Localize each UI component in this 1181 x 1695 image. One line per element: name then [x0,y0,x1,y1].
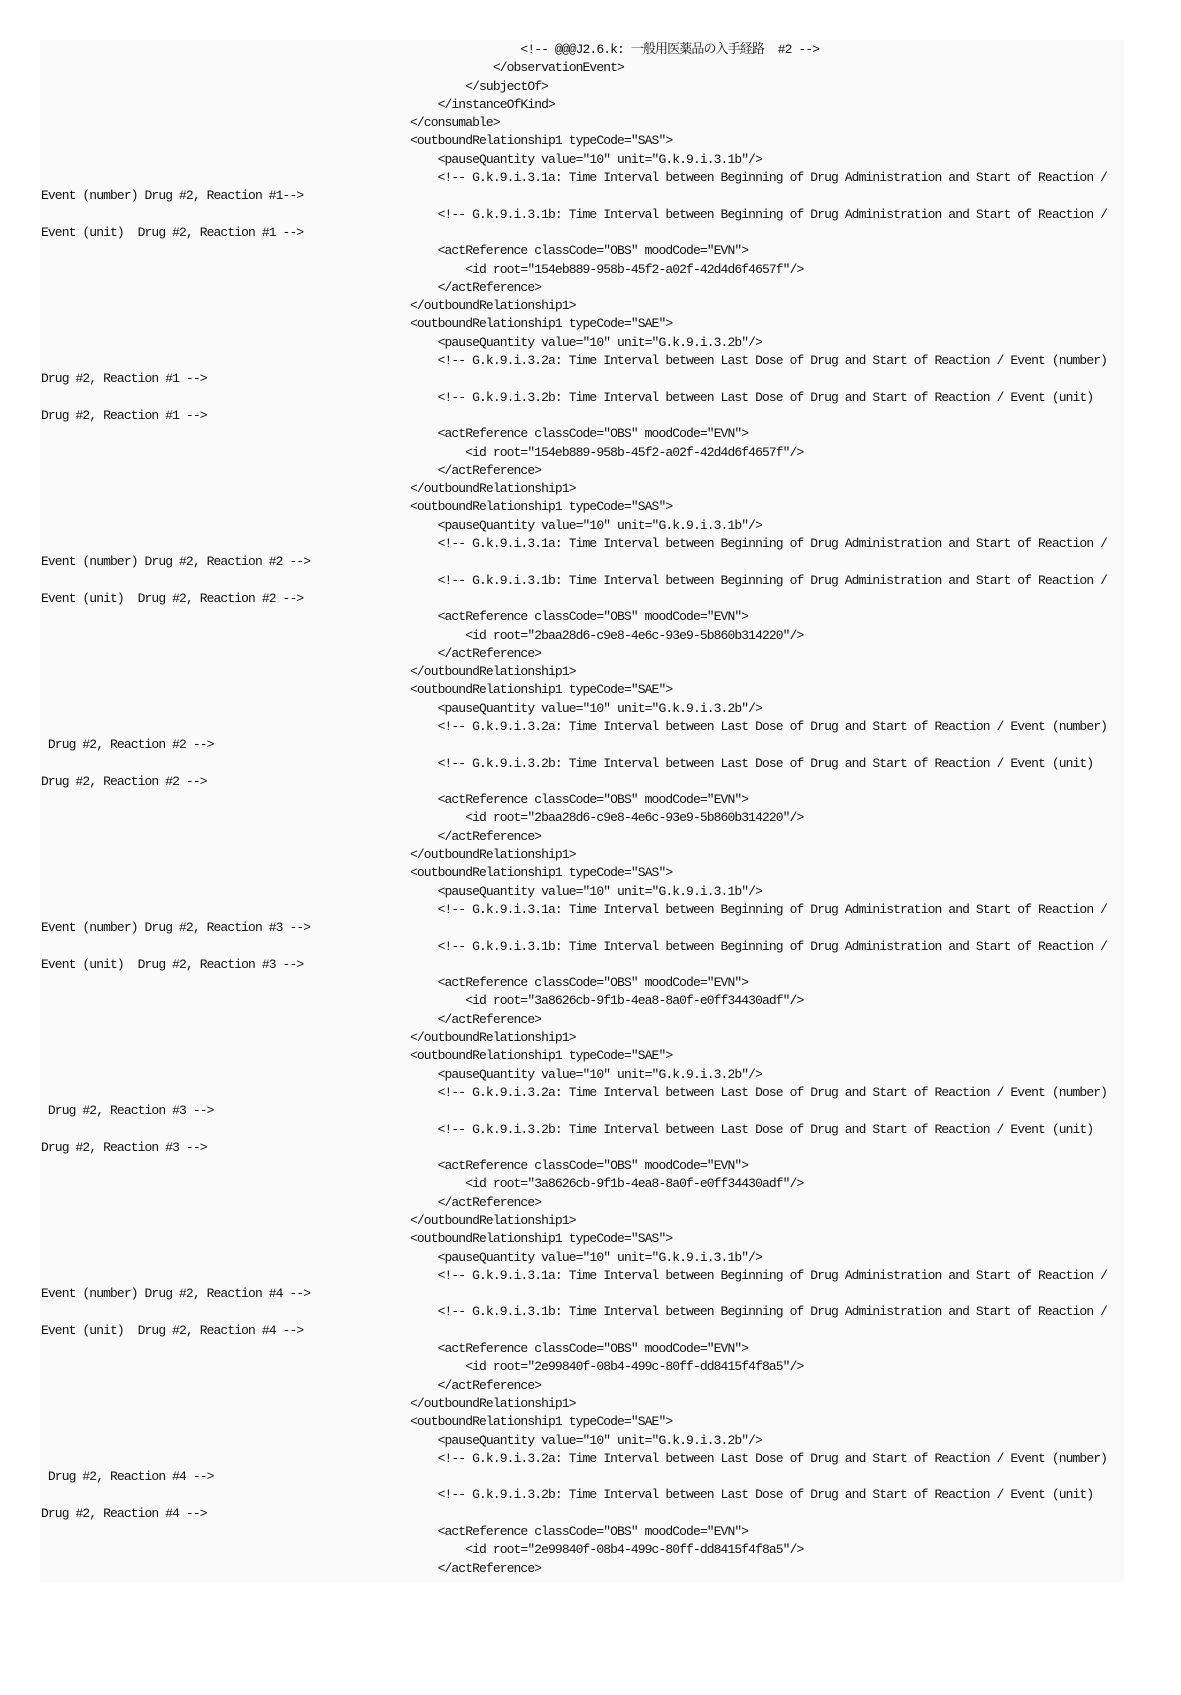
xml-code-text: <pauseQuantity value="10" unit="G.k.9.i.3.1b"/> [410,883,762,899]
source-line [0,992,1181,1010]
source-line [0,901,1181,919]
xml-code-text: <pauseQuantity value="10" unit="G.k.9.i.3.2b"/> [410,700,762,716]
source-line [0,809,1181,827]
wrapped-comment-text: Drug #2, Reaction #4 --> [41,1505,207,1521]
source-line [0,59,1181,77]
source-line [0,1523,1181,1541]
source-line [0,1468,1181,1486]
xml-code-text: <actReference classCode="OBS" moodCode="EVN"> [410,792,749,808]
source-line [0,352,1181,370]
xml-code-text: </actReference> [410,1377,542,1393]
wrapped-comment-text: Event (number) Drug #2, Reaction #3 --> [41,920,311,936]
source-line [0,755,1181,773]
xml-code-text: </outboundRelationship1> [410,1030,576,1046]
source-line [0,1267,1181,1285]
source-line [0,645,1181,663]
xml-code-text: <outboundRelationship1 typeCode="SAE"> [410,682,673,698]
wrapped-comment-text: Drug #2, Reaction #1 --> [41,407,207,423]
xml-code-text: <outboundRelationship1 typeCode="SAS"> [410,865,673,881]
xml-code-text: </actReference> [410,645,542,661]
source-line [0,1194,1181,1212]
source-line [0,1029,1181,1047]
source-line [0,627,1181,645]
xml-code-text: <outboundRelationship1 typeCode="SAS"> [410,1231,673,1247]
source-line [0,1340,1181,1358]
source-line [0,1303,1181,1321]
xml-code-text: <id root="154eb889-958b-45f2-a02f-42d4d6f4657f"/> [410,261,804,277]
source-line [0,1047,1181,1065]
source-line [0,1249,1181,1267]
xml-code-text: </actReference> [410,1194,542,1210]
xml-code-text: <actReference classCode="OBS" moodCode="EVN"> [410,1524,749,1540]
source-line [0,261,1181,279]
xml-code-text: <!-- G.k.9.i.3.2a: Time Interval between Last Dose of Drug and Start of Reaction / Event (number) [410,353,1108,369]
source-line [0,1541,1181,1559]
source-line [0,1432,1181,1450]
source-line [0,279,1181,297]
wrapped-comment-text: Event (unit) Drug #2, Reaction #1 --> [41,224,304,240]
xml-code-text: <pauseQuantity value="10" unit="G.k.9.i.3.2b"/> [410,334,762,350]
source-line [0,1175,1181,1193]
source-line [0,1139,1181,1157]
source-line [0,1212,1181,1230]
xml-code-text: <pauseQuantity value="10" unit="G.k.9.i.3.1b"/> [410,1249,762,1265]
source-line [0,956,1181,974]
source-line [0,1505,1181,1523]
xml-code-text: <actReference classCode="OBS" moodCode="EVN"> [410,1341,749,1357]
xml-code-text: <!-- G.k.9.i.3.1b: Time Interval between Beginning of Drug Administration and Start of Reaction / [410,572,1108,588]
source-line [0,1560,1181,1578]
source-line [0,553,1181,571]
xml-code-text: <!-- G.k.9.i.3.1a: Time Interval between Beginning of Drug Administration and Start of Reaction / [410,536,1108,552]
source-line [0,1011,1181,1029]
source-line [0,828,1181,846]
source-line [0,1084,1181,1102]
source-line [0,864,1181,882]
xml-code-text: <!-- G.k.9.i.3.1b: Time Interval between Beginning of Drug Administration and Start of Reaction / [410,938,1108,954]
xml-code-text: <pauseQuantity value="10" unit="G.k.9.i.3.1b"/> [410,151,762,167]
source-line [0,572,1181,590]
xml-code-text: <!-- G.k.9.i.3.1a: Time Interval between Beginning of Drug Administration and Start of Reaction / [410,170,1108,186]
source-line [0,389,1181,407]
source-line [0,773,1181,791]
wrapped-comment-text: Event (unit) Drug #2, Reaction #3 --> [41,956,304,972]
xml-code-text: </outboundRelationship1> [410,481,576,497]
xml-code-text: <!-- G.k.9.i.3.2a: Time Interval between Last Dose of Drug and Start of Reaction / Event (number) [410,718,1108,734]
wrapped-comment-text: Drug #2, Reaction #3 --> [41,1103,214,1119]
source-line [0,1102,1181,1120]
source-line [0,535,1181,553]
source-line [0,425,1181,443]
xml-code-text: <!-- G.k.9.i.3.1a: Time Interval between Beginning of Drug Administration and Start of Reaction / [410,1267,1108,1283]
source-line [0,41,1181,59]
source-line [0,718,1181,736]
source-line [0,791,1181,809]
source-line [0,590,1181,608]
source-line [0,206,1181,224]
xml-code-text: </subjectOf> [410,78,549,94]
xml-code-text: <pauseQuantity value="10" unit="G.k.9.i.3.2b"/> [410,1432,762,1448]
xml-code-text: <!-- G.k.9.i.3.1b: Time Interval between Beginning of Drug Administration and Start of Reaction / [410,206,1108,222]
source-line [0,681,1181,699]
source-line [0,846,1181,864]
xml-code-text: <id root="3a8626cb-9f1b-4ea8-8a0f-e0ff34430adf"/> [410,993,804,1009]
source-line [0,297,1181,315]
source-line [0,151,1181,169]
xml-code-text: </consumable> [410,115,500,131]
source-line [0,736,1181,754]
source-line [0,1285,1181,1303]
source-line [0,498,1181,516]
source-line [0,370,1181,388]
xml-code-text: </actReference> [410,828,542,844]
xml-code-text: </actReference> [410,279,542,295]
xml-code-text: </instanceOfKind> [410,96,555,112]
xml-code-text: <!-- G.k.9.i.3.2a: Time Interval between Last Dose of Drug and Start of Reaction / Event (number) [410,1450,1108,1466]
xml-code-text: </outboundRelationship1> [410,1213,576,1228]
xml-code-text: <!-- G.k.9.i.3.1a: Time Interval between Beginning of Drug Administration and Start of Reaction / [410,901,1108,917]
xml-code-text: <!-- G.k.9.i.3.2b: Time Interval between Last Dose of Drug and Start of Reaction / Event (unit) [410,1487,1094,1503]
source-line [0,1377,1181,1395]
xml-code-text: <actReference classCode="OBS" moodCode="EVN"> [410,609,749,625]
wrapped-comment-text: Drug #2, Reaction #1 --> [41,371,207,387]
xml-code-text: <!-- @@@J2.6.k: 一般用医薬品の入手経路 #2 --> [410,42,820,57]
source-line [0,1413,1181,1431]
xml-code-text: <outboundRelationship1 typeCode="SAS"> [410,133,673,149]
source-line [0,700,1181,718]
xml-code-text: <!-- G.k.9.i.3.2b: Time Interval between Last Dose of Drug and Start of Reaction / Event (unit) [410,1121,1094,1137]
xml-code-text: <id root="3a8626cb-9f1b-4ea8-8a0f-e0ff34430adf"/> [410,1176,804,1192]
xml-source-listing [0,41,1181,1578]
wrapped-comment-text: Event (number) Drug #2, Reaction #2 --> [41,554,311,570]
xml-code-text: <actReference classCode="OBS" moodCode="EVN"> [410,1158,749,1174]
wrapped-comment-text: Drug #2, Reaction #2 --> [41,773,207,789]
xml-code-text: <outboundRelationship1 typeCode="SAE"> [410,1414,673,1430]
xml-code-text: </actReference> [410,1560,542,1576]
xml-code-text: <id root="2e99840f-08b4-499c-80ff-dd8415f4f8a5"/> [410,1542,804,1558]
xml-code-text: <id root="154eb889-958b-45f2-a02f-42d4d6f4657f"/> [410,444,804,460]
source-line [0,883,1181,901]
wrapped-comment-text: Drug #2, Reaction #4 --> [41,1469,214,1485]
xml-code-text: <!-- G.k.9.i.3.2b: Time Interval between Last Dose of Drug and Start of Reaction / Event (unit) [410,755,1094,771]
source-line [0,1358,1181,1376]
wrapped-comment-text: Event (number) Drug #2, Reaction #4 --> [41,1286,311,1302]
source-line [0,407,1181,425]
source-line [0,1066,1181,1084]
wrapped-comment-text: Event (unit) Drug #2, Reaction #2 --> [41,590,304,606]
xml-code-text: </outboundRelationship1> [410,847,576,863]
source-line [0,938,1181,956]
xml-code-text: <!-- G.k.9.i.3.1b: Time Interval between Beginning of Drug Administration and Start of Reaction / [410,1304,1108,1320]
source-line [0,1486,1181,1504]
xml-code-text: </outboundRelationship1> [410,1395,576,1411]
xml-code-text: <outboundRelationship1 typeCode="SAE"> [410,316,673,332]
source-line [0,96,1181,114]
source-line [0,1230,1181,1248]
source-line [0,517,1181,535]
wrapped-comment-text: Drug #2, Reaction #2 --> [41,737,214,753]
source-line [0,444,1181,462]
xml-code-text: </observationEvent> [410,60,624,76]
xml-code-text: <id root="2e99840f-08b4-499c-80ff-dd8415f4f8a5"/> [410,1359,804,1375]
xml-code-text: </outboundRelationship1> [410,664,576,680]
xml-code-text: <actReference classCode="OBS" moodCode="EVN"> [410,243,749,259]
source-line [0,224,1181,242]
source-line [0,78,1181,96]
source-line [0,1395,1181,1413]
source-line [0,919,1181,937]
wrapped-comment-text: Event (number) Drug #2, Reaction #1--> [41,188,304,204]
source-line [0,608,1181,626]
source-line [0,169,1181,187]
xml-code-text: <!-- G.k.9.i.3.2b: Time Interval between Last Dose of Drug and Start of Reaction / Event (unit) [410,389,1094,405]
xml-code-text: </outboundRelationship1> [410,298,576,314]
xml-code-text: <outboundRelationship1 typeCode="SAE"> [410,1048,673,1064]
xml-code-text: <actReference classCode="OBS" moodCode="EVN"> [410,975,749,991]
xml-code-text: </actReference> [410,462,542,478]
source-line [0,334,1181,352]
source-line [0,315,1181,333]
xml-code-text: <!-- G.k.9.i.3.2a: Time Interval between Last Dose of Drug and Start of Reaction / Event (number) [410,1084,1108,1100]
source-line [0,132,1181,150]
source-line [0,1157,1181,1175]
xml-code-text: <id root="2baa28d6-c9e8-4e6c-93e9-5b860b314220"/> [410,627,804,643]
wrapped-comment-text: Drug #2, Reaction #3 --> [41,1139,207,1155]
xml-code-text: </actReference> [410,1011,542,1027]
source-line [0,663,1181,681]
source-line [0,242,1181,260]
source-line [0,480,1181,498]
source-line [0,1450,1181,1468]
xml-code-text: <actReference classCode="OBS" moodCode="EVN"> [410,426,749,442]
source-line [0,114,1181,132]
source-line [0,1322,1181,1340]
wrapped-comment-text: Event (unit) Drug #2, Reaction #4 --> [41,1322,304,1338]
source-line [0,974,1181,992]
xml-code-text: <id root="2baa28d6-c9e8-4e6c-93e9-5b860b314220"/> [410,810,804,826]
xml-code-text: <pauseQuantity value="10" unit="G.k.9.i.3.1b"/> [410,517,762,533]
source-line [0,462,1181,480]
source-line [0,187,1181,205]
source-line [0,1121,1181,1139]
xml-code-text: <outboundRelationship1 typeCode="SAS"> [410,499,673,515]
xml-code-text: <pauseQuantity value="10" unit="G.k.9.i.3.2b"/> [410,1066,762,1082]
